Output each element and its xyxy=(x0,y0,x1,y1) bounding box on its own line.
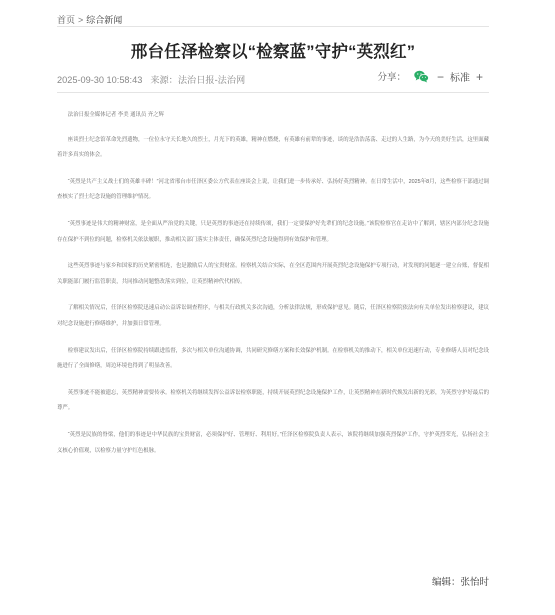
article-meta xyxy=(57,72,245,86)
meta-divider xyxy=(57,92,489,93)
article-paragraph: “英烈是民族的脊梁，他们的事迹是中华民族的宝贵财富，必须保护好、管理好、利用好。”任泽区检察院负责人表示，该院将继续加强英烈保护工作，守护英烈荣光，弘扬社会主义核心价值观，以检察力量守护红色根脉。 xyxy=(57,431,489,454)
breadcrumb-separator: > xyxy=(78,15,84,25)
article-paragraph: 座谈烈士纪念馆革命先烈遗物，一位位永守天长地久的烈士，月光下的英雄，精神在燃烧，有英雄有前辈的事迹，谈的是浩浩荡荡、走过的人生路，为今天的美好生活，这里面藏着许多真实的体会。 xyxy=(57,136,489,159)
font-size-control xyxy=(437,69,483,84)
font-increase-button[interactable]: + xyxy=(475,69,483,84)
article-body xyxy=(57,108,489,470)
wechat-share-icon[interactable] xyxy=(414,70,429,83)
article-paragraph: “英烈事迹是伟大的精神财富，是全面从严治党的关键，只是英烈的事迹还在持续传颂，我们一定要保护好先辈们的纪念设施。”该院检察官在走访中了解到，辖区内部分纪念设施存在保护不到位的问题，检察机关依法履职，推动相关部门落实主体责任，确保英烈纪念设施得到有效保护和管理。 xyxy=(57,220,489,243)
article-editor: 编辑：张怡时 xyxy=(431,577,489,588)
breadcrumb-home-link[interactable]: 首页 xyxy=(57,15,76,25)
article-paragraph: 了解相关情况后，任泽区检察院迅速启动公益诉讼调查程序，与相关行政机关多次沟通，分析法律法规，形成保护意见。随后，任泽区检察院依法向有关单位发出检察建议，建议对纪念设施进行修缮维护，并加强日常管理。 xyxy=(57,305,489,327)
font-size-label: 标准 xyxy=(449,72,470,84)
article-tools xyxy=(377,66,483,86)
article-byline: 法治日报全媒体记者 李美 通讯员 齐之辉 xyxy=(67,112,164,118)
breadcrumb xyxy=(57,13,122,26)
share-label: 分享： xyxy=(377,72,406,83)
breadcrumb-current-link[interactable]: 综合新闻 xyxy=(86,15,123,25)
article-title: 邢台任泽检察以“检察蓝”守护“英烈红” xyxy=(130,43,416,61)
article-paragraph: “英烈是共产主义战士们的英雄丰碑！”河北省邢台市任泽区委公方代表在座谈会上说，让我们进一步传承好、弘扬好英烈精神。在日常生活中，2025年8月，这些检察干部通过调查核实了烈士纪念设施的管理维护情况。 xyxy=(57,178,489,201)
article-paragraph: 英烈事迹不能被遗忘，英烈精神需要传承。检察机关将继续发挥公益诉讼检察职能，持续开展英烈纪念设施保护工作，让英烈精神在新时代焕发出新的光彩，为英烈守护好最后的尊严。 xyxy=(57,389,489,412)
article-datetime: 2025-09-30 10:58:43 xyxy=(57,75,143,85)
article-paragraph: 检察建议发出后，任泽区检察院持续跟进监督，多次与相关单位沟通协调，共同研究修缮方案和长效保护机制。在检察机关的推动下，相关单位迅速行动，专业修缮人员对纪念设施进行了全面修缮，周边环境也得到了明显改善。 xyxy=(57,347,489,370)
breadcrumb-divider xyxy=(57,26,489,27)
article-source: 来源：法治日报-法治网 xyxy=(150,75,246,85)
font-decrease-button[interactable]: − xyxy=(436,69,444,84)
article-paragraph: 这些英烈事迹与家乡和国家的历史紧密相连，也是激励后人的宝贵财富。检察机关结合实际，在全区范围内开展英烈纪念设施保护专项行动，对发现的问题逐一建立台账，督促相关职能部门履行监管职责，共同推动问题整改落实到位，让英烈精神代代相传。 xyxy=(57,263,489,285)
